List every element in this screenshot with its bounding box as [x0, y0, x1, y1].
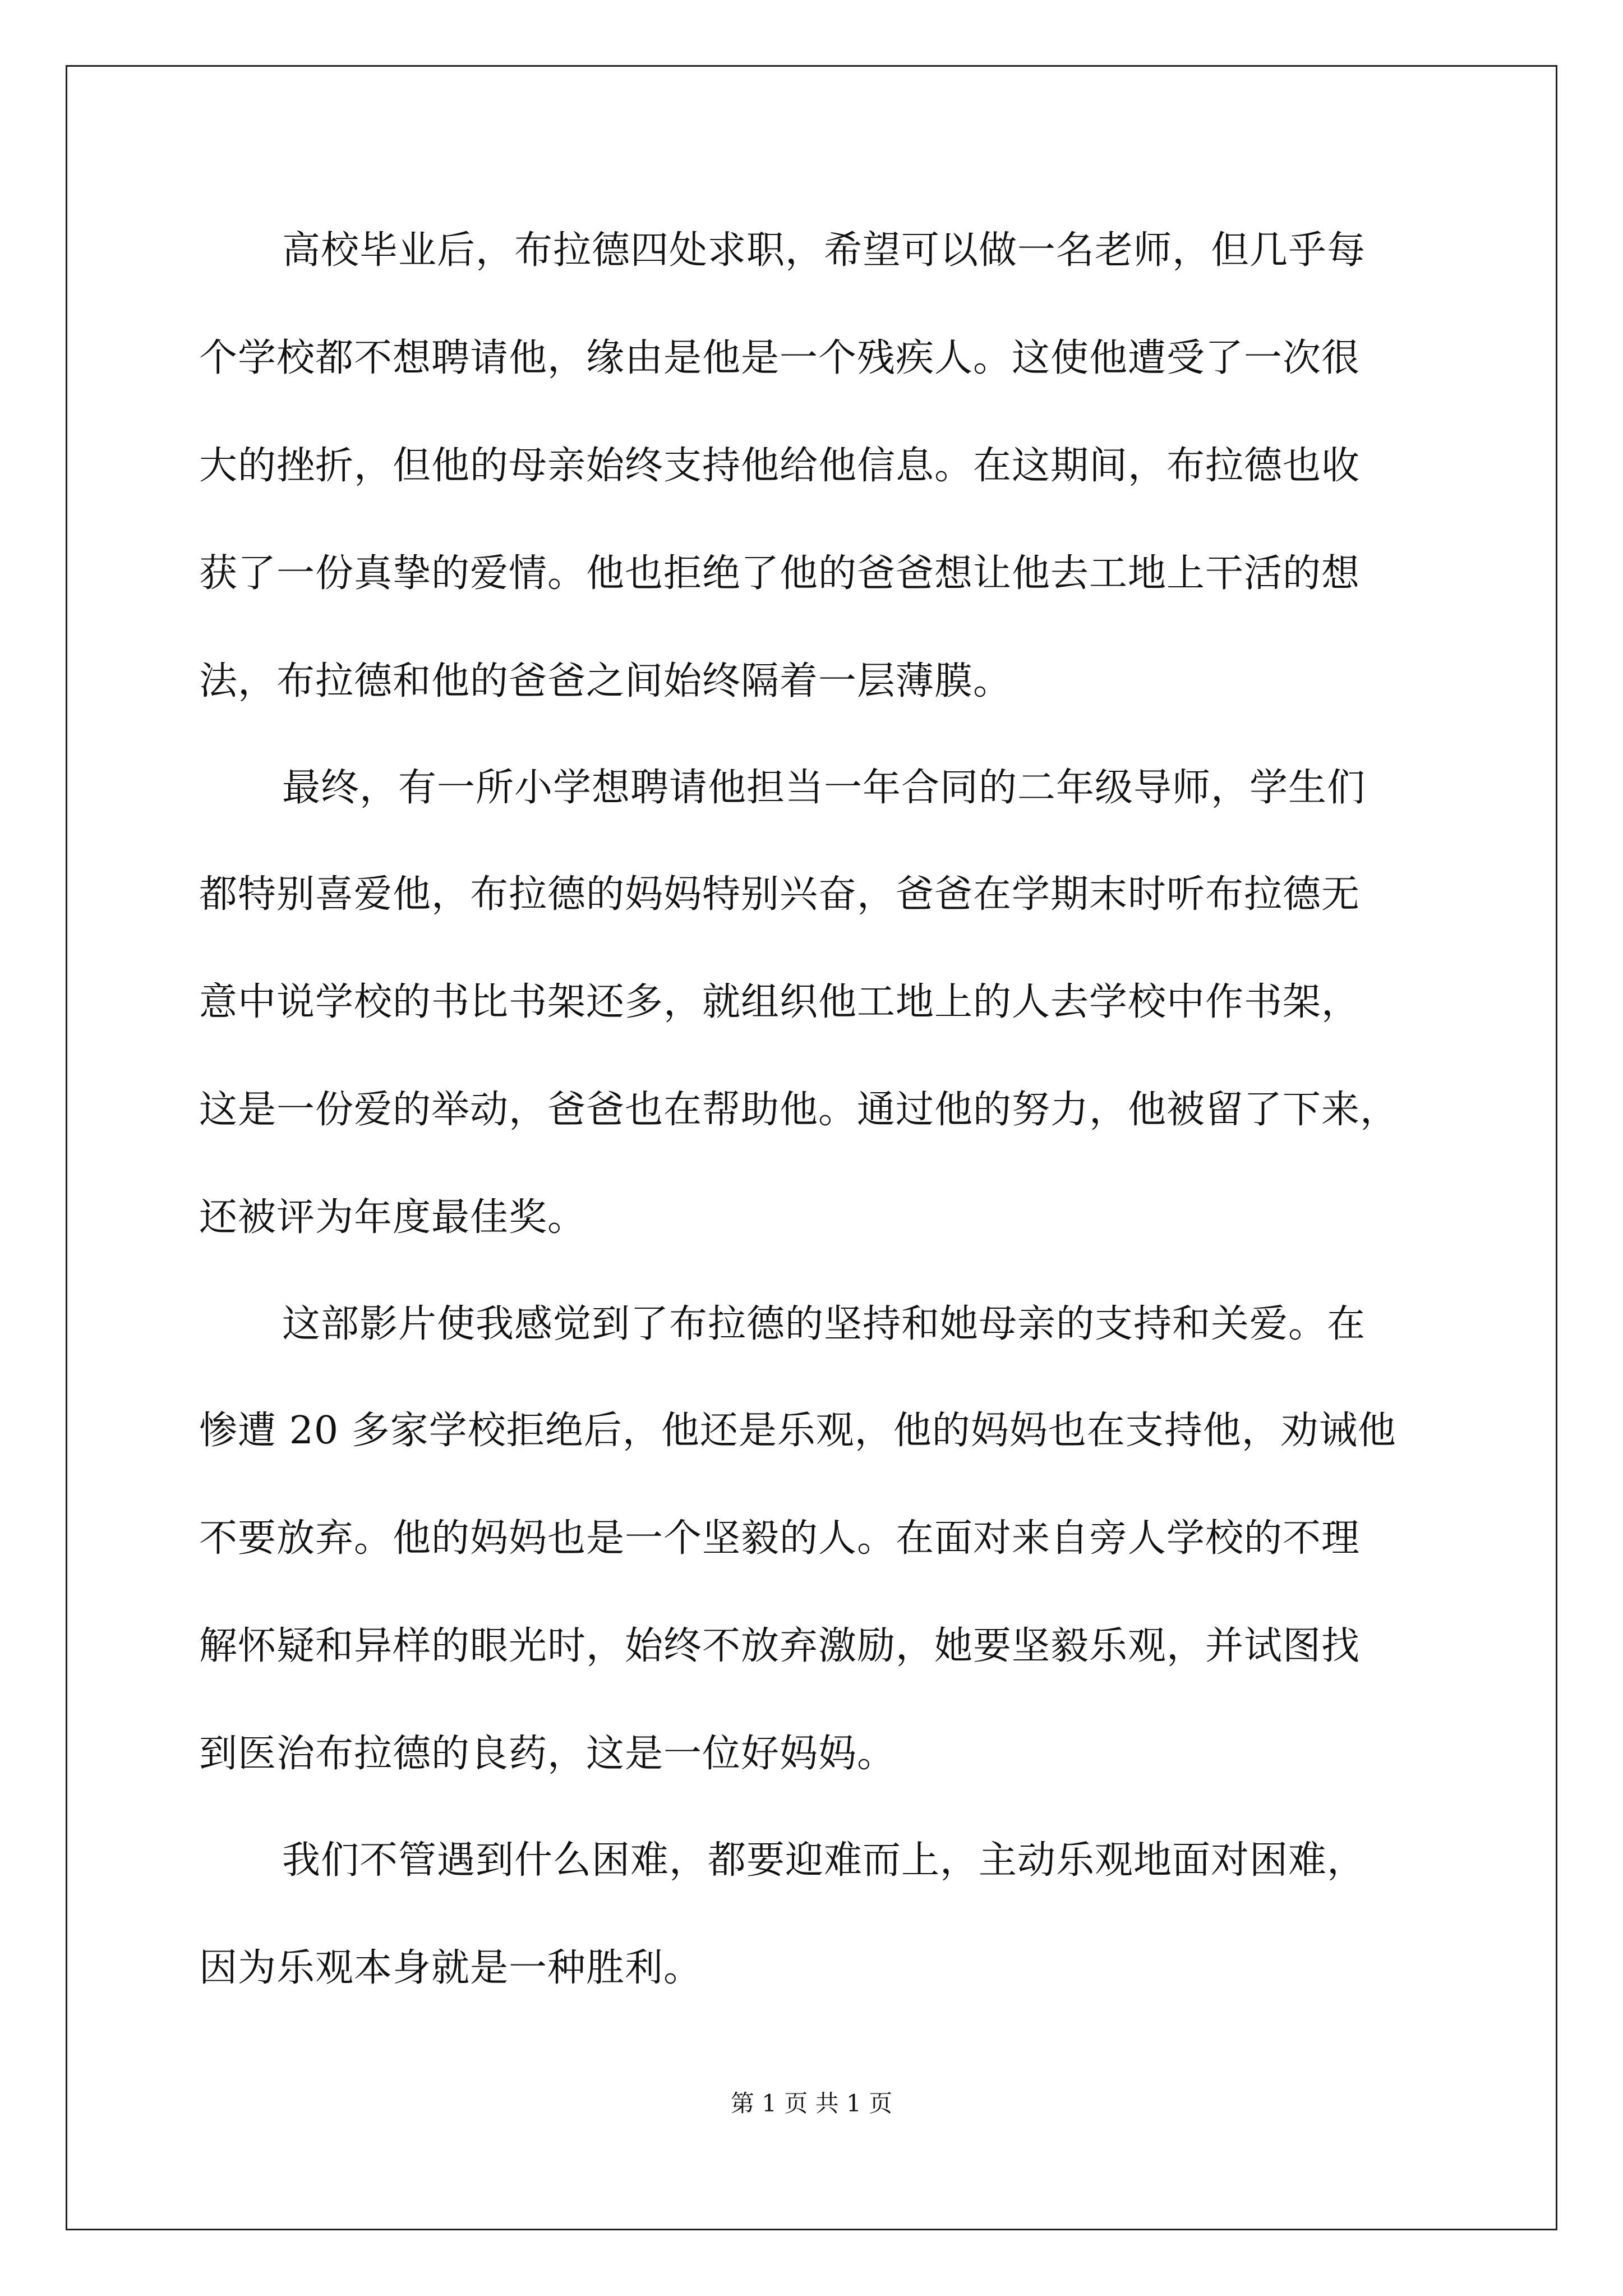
text-line-16: 我们不管遇到什么困难，都要迎难而上，主动乐观地面对困难， [282, 1838, 1366, 1883]
text-line-7: 都特别喜爱他，布拉德的妈妈特别兴奋，爸爸在学期末时听布拉德无 [199, 872, 1361, 917]
text-line-9: 这是一份爱的举动，爸爸也在帮助他。通过他的努力，他被留了下来， [199, 1088, 1399, 1132]
text-line-6: 最终，有一所小学想聘请他担当一年合同的二年级导师，学生们 [282, 766, 1366, 810]
text-line-1: 高校毕业后，布拉德四处求职，希望可以做一名老师，但几乎每 [282, 228, 1366, 273]
text-line-13: 不要放弃。他的妈妈也是一个坚毅的人。在面对来自旁人学校的不理 [199, 1516, 1361, 1561]
text-line-4: 获了一份真挚的爱情。他也拒绝了他的爸爸想让他去工地上干活的想 [199, 551, 1361, 596]
text-line-8: 意中说学校的书比书架还多，就组织他工地上的人去学校中作书架， [199, 980, 1361, 1024]
text-line-15: 到医治布拉德的良药，这是一位好妈妈。 [199, 1732, 896, 1776]
page-footer: 第 1 页 共 1 页 [730, 2090, 893, 2117]
text-line-3: 大的挫折，但他的母亲始终支持他给他信息。在这期间，布拉德也收 [199, 444, 1361, 488]
text-line-12: 惨遭 20 多家学校拒绝后，他还是乐观，他的妈妈也在支持他，劝诫他 [199, 1409, 1396, 1453]
text-line-5: 法，布拉德和他的爸爸之间始终隔着一层薄膜。 [199, 659, 1012, 703]
text-line-17: 因为乐观本身就是一种胜利。 [199, 1946, 703, 1990]
document-body [199, 220, 1438, 2045]
text-line-14: 解怀疑和异样的眼光时，始终不放弃激励，她要坚毅乐观，并试图找 [199, 1624, 1361, 1668]
text-line-11: 这部影片使我感觉到了布拉德的坚持和她母亲的支持和关爱。在 [282, 1302, 1366, 1346]
text-line-10: 还被评为年度最佳奖。 [199, 1195, 587, 1240]
text-line-2: 个学校都不想聘请他，缘由是他是一个残疾人。这使他遭受了一次很 [199, 336, 1361, 380]
